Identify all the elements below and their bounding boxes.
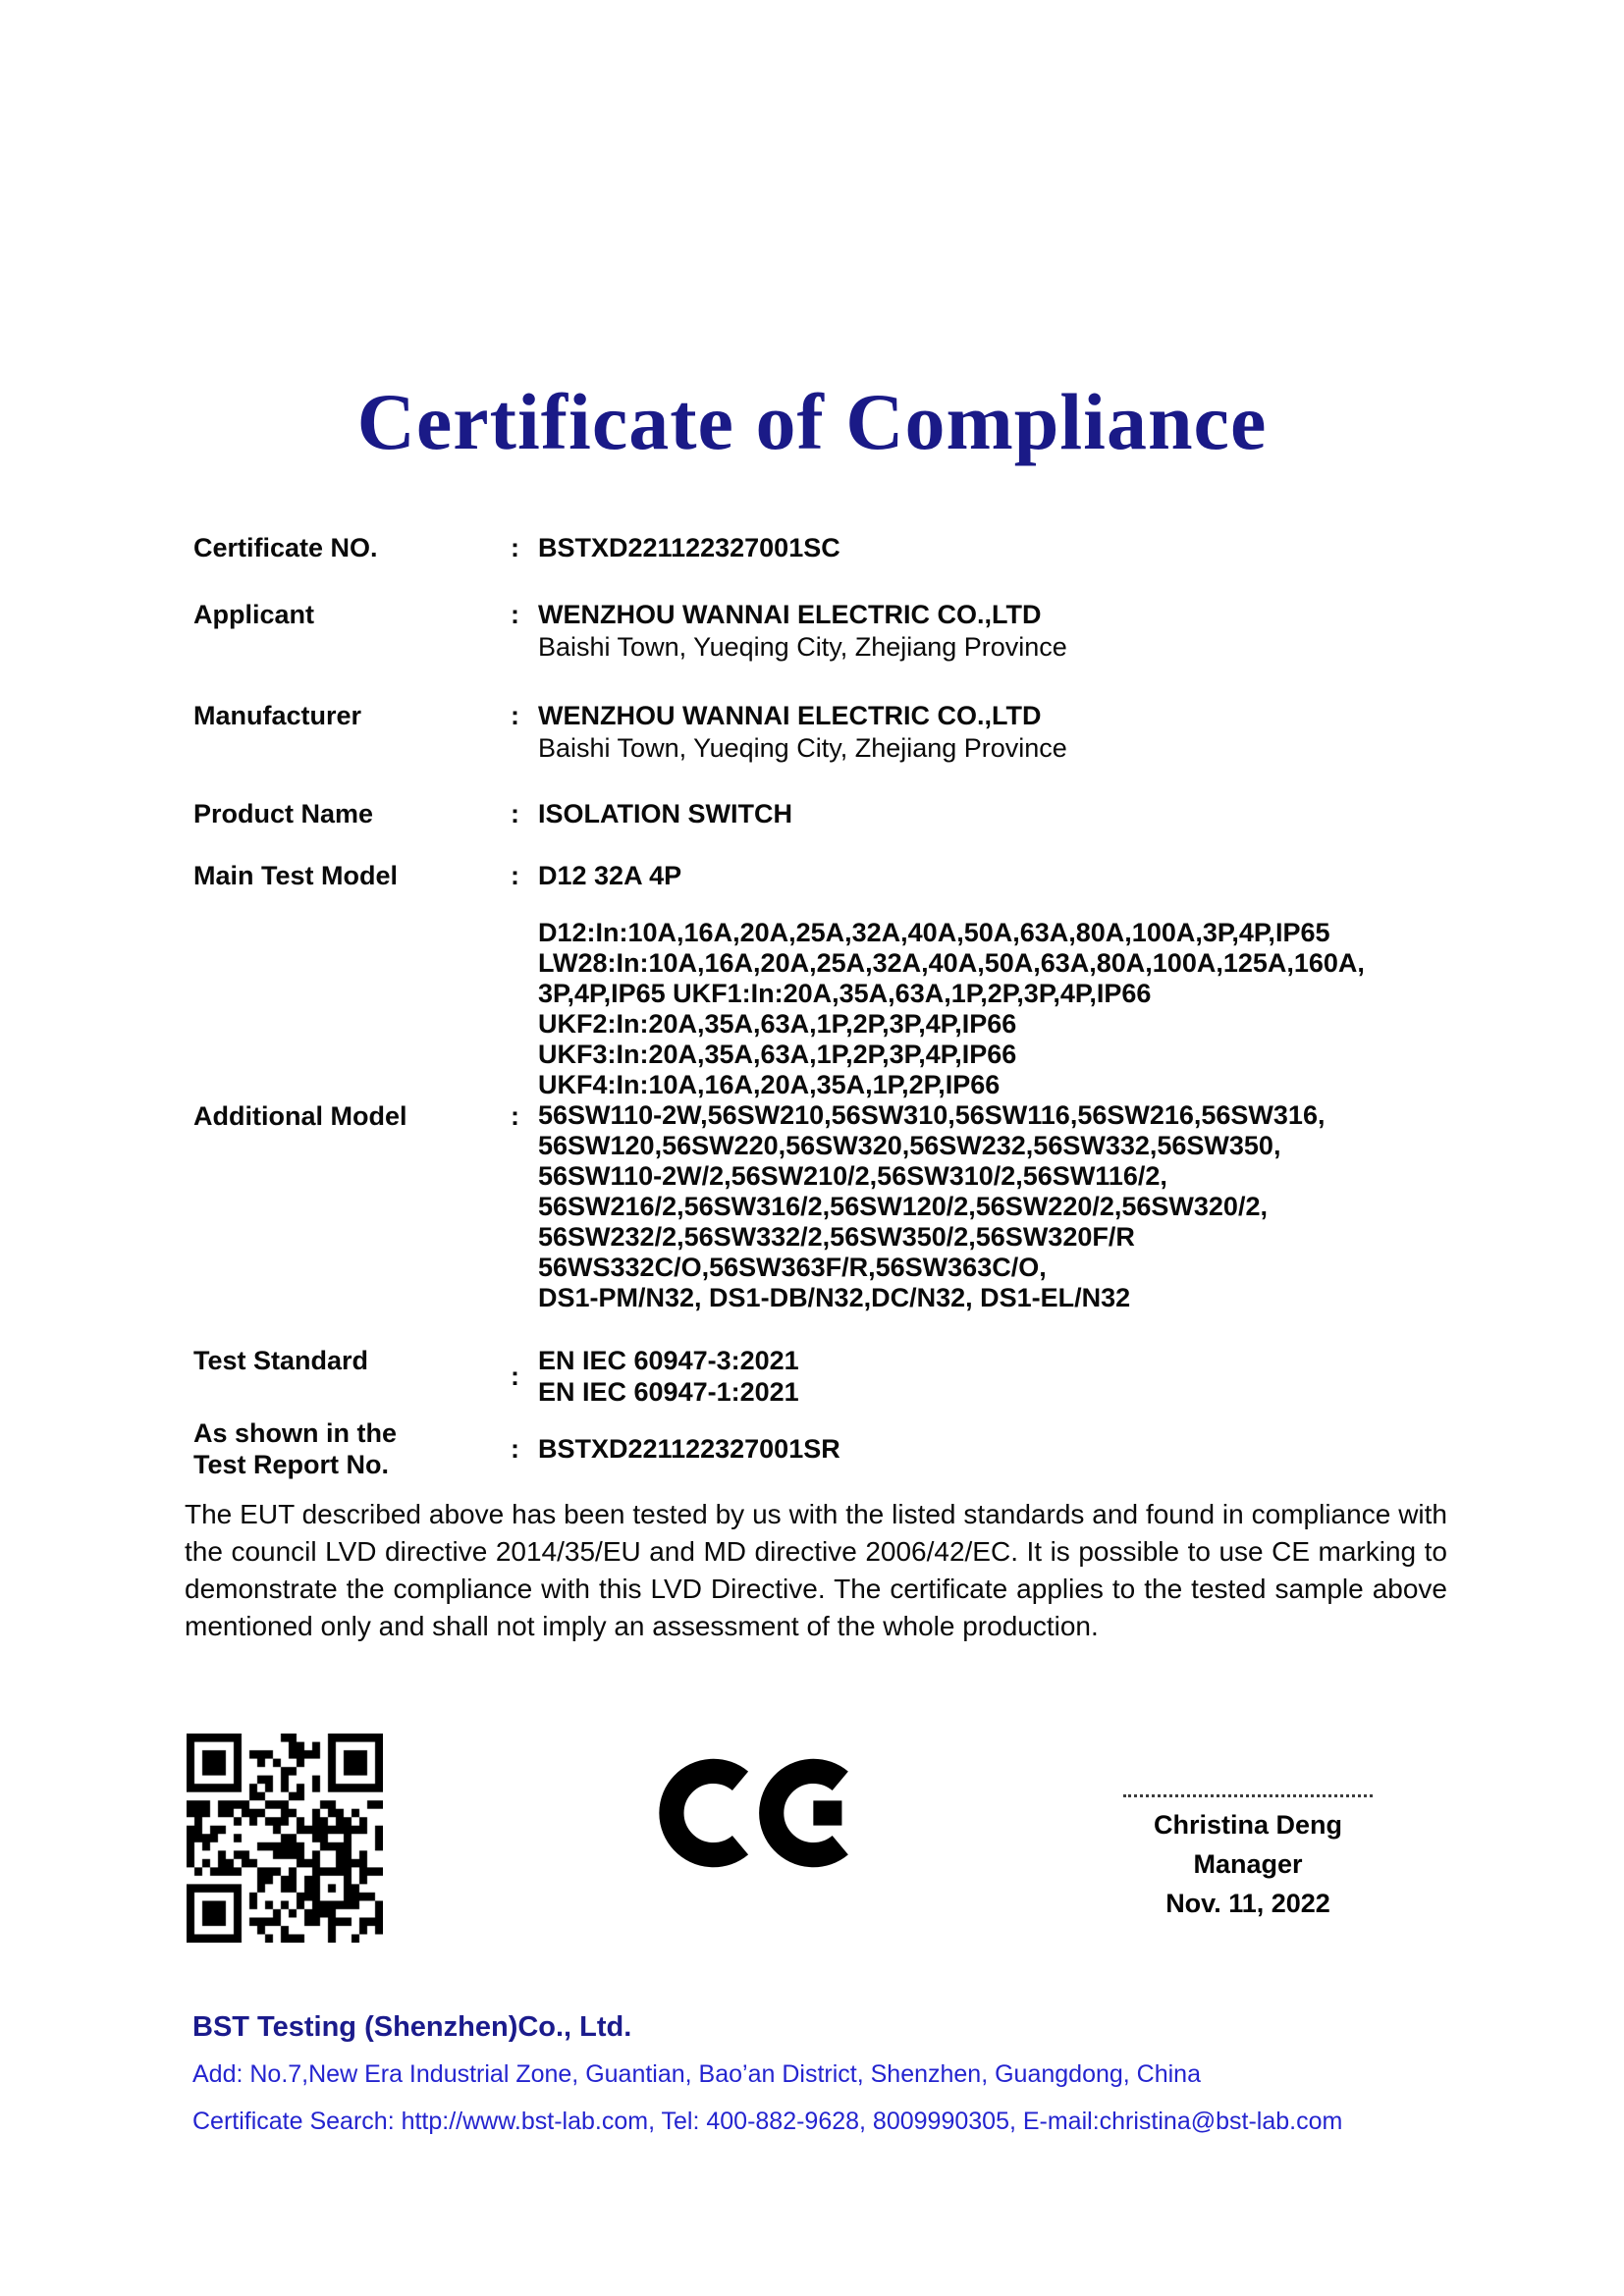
model-line: D12:In:10A,16A,20A,25A,32A,40A,50A,63A,80A,100A,3P,4P,IP65 [538, 918, 1330, 947]
model-list [538, 918, 1365, 1313]
issuer-contact-line: Certificate Search: http://www.bst-lab.com, Tel: 400-882-9628, 8009990305, E-mail:christina@bst-lab.com [192, 2108, 1343, 2135]
ce-mark-icon [656, 1751, 868, 1875]
field-row-test-standard [193, 1345, 1624, 1408]
field-colon: : [511, 799, 519, 828]
test-report-value: BSTXD221122327001SR [538, 1434, 840, 1464]
model-line: UKF3:In:20A,35A,63A,1P,2P,3P,4P,IP66 [538, 1040, 1017, 1069]
field-colon: : [511, 1101, 519, 1131]
model-line: 56SW216/2,56SW316/2,56SW120/2,56SW220/2,56SW320/2, [538, 1192, 1268, 1221]
model-line: 56SW120,56SW220,56SW320,56SW232,56SW332,56SW350, [538, 1131, 1281, 1160]
field-label: Certificate NO. [193, 533, 378, 562]
field-row-additional-model [193, 918, 1624, 1313]
field-row-product-name [193, 798, 1624, 829]
field-colon: : [511, 1362, 519, 1391]
field-label: Main Test Model [193, 861, 399, 890]
signature-date: Nov. 11, 2022 [1165, 1889, 1330, 1918]
model-line: LW28:In:10A,16A,20A,25A,32A,40A,50A,63A,80A,100A,125A,160A, [538, 948, 1365, 978]
compliance-statement: The EUT described above has been tested by us with the listed standards and found in compliance with the council LVD directive 2014/35/EU and MD directive 2006/42/EC. It is possible to use CE marking to demonstrate the compliance with this LVD Directive. The certificate applies to the tested sample above mentioned only and shall not imply an assessment of the whole production. [185, 1499, 1447, 1641]
certificate-no-value: BSTXD221122327001SC [538, 533, 840, 562]
manufacturer-value-block [538, 700, 1067, 766]
test-report-label-line2: Test Report No. [193, 1450, 390, 1479]
model-line: 56SW110-2W,56SW210,56SW310,56SW116,56SW216,56SW316, [538, 1100, 1326, 1130]
field-label: Additional Model [193, 1101, 407, 1131]
field-label: Product Name [193, 799, 374, 828]
manufacturer-name: WENZHOU WANNAI ELECTRIC CO.,LTD [538, 701, 1042, 730]
model-line: 56WS332C/O,56SW363F/R,56SW363C/O, [538, 1253, 1047, 1282]
field-row-test-report [193, 1417, 1624, 1480]
test-standard-list [538, 1345, 799, 1408]
signature-dotted-line [1123, 1773, 1373, 1797]
qr-code [187, 1734, 383, 1943]
signatory-name: Christina Deng [1153, 1810, 1343, 1840]
field-colon: : [511, 1434, 519, 1464]
manufacturer-address: Baishi Town, Yueqing City, Zhejiang Province [538, 733, 1067, 763]
main-test-model-value: D12 32A 4P [538, 861, 682, 890]
model-line: 56SW110-2W/2,56SW210/2,56SW310/2,56SW116/2, [538, 1161, 1167, 1191]
issuer-address: Add: No.7,New Era Industrial Zone, Guantian, Bao’an District, Shenzhen, Guangdong, China [192, 2060, 1201, 2088]
field-label: Manufacturer [193, 701, 362, 730]
certificate-fields [193, 532, 1624, 1480]
field-row-certificate-no [193, 532, 1624, 563]
issuer-footer [192, 2009, 1624, 2137]
issuer-company-name: BST Testing (Shenzhen)Co., Ltd. [192, 2011, 632, 2043]
model-line: 3P,4P,IP65 UKF1:In:20A,35A,63A,1P,2P,3P,4P,IP66 [538, 979, 1152, 1008]
product-name-value: ISOLATION SWITCH [538, 799, 792, 828]
test-standard-line: EN IEC 60947-1:2021 [538, 1377, 799, 1407]
field-row-manufacturer [193, 700, 1624, 766]
field-label: Applicant [193, 600, 315, 629]
test-report-label-line1: As shown in the [193, 1418, 398, 1448]
signatory-title: Manager [1193, 1849, 1303, 1879]
field-row-main-test-model [193, 860, 1624, 891]
field-row-applicant [193, 599, 1624, 665]
model-line: 56SW232/2,56SW332/2,56SW350/2,56SW320F/R [538, 1222, 1135, 1252]
applicant-value-block [538, 599, 1067, 665]
field-label: Test Standard [193, 1346, 369, 1375]
signature-block [1119, 1773, 1377, 1923]
model-line: DS1-PM/N32, DS1-DB/N32,DC/N32, DS1-EL/N32 [538, 1283, 1131, 1312]
model-line: UKF4:In:10A,16A,20A,35A,1P,2P,IP66 [538, 1070, 1001, 1099]
field-colon: : [511, 600, 519, 629]
field-colon: : [511, 533, 519, 562]
graphics-row [0, 1734, 1624, 1974]
applicant-address: Baishi Town, Yueqing City, Zhejiang Province [538, 632, 1067, 662]
field-colon: : [511, 701, 519, 730]
certificate-title: Certificate of Compliance [356, 377, 1268, 466]
model-line: UKF2:In:20A,35A,63A,1P,2P,3P,4P,IP66 [538, 1009, 1017, 1039]
field-label [193, 1417, 511, 1480]
field-colon: : [511, 861, 519, 890]
applicant-name: WENZHOU WANNAI ELECTRIC CO.,LTD [538, 600, 1042, 629]
test-standard-line: EN IEC 60947-3:2021 [538, 1346, 799, 1375]
